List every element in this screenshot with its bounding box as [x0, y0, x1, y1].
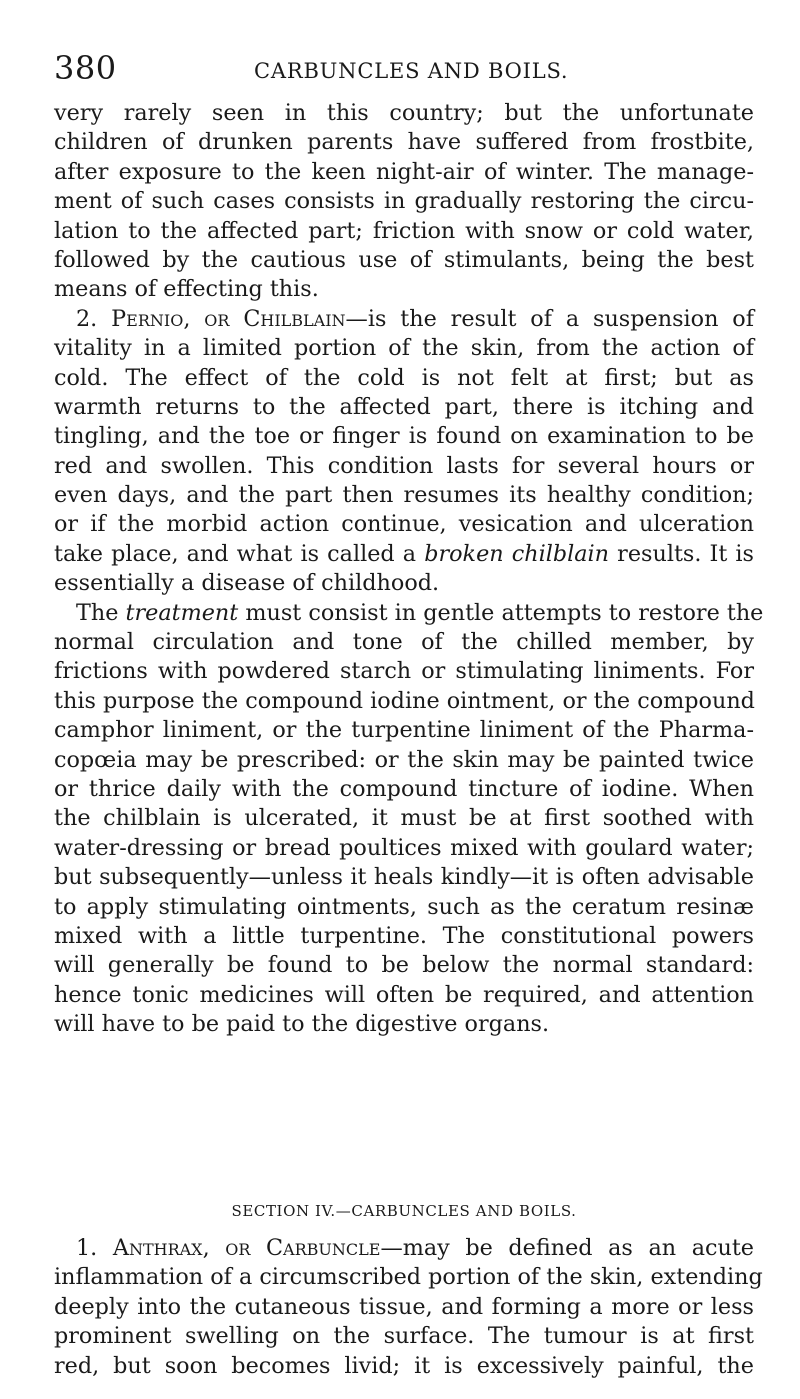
anthrax-paragraph-start [54, 1234, 754, 1263]
text-line: deeply into the cutaneous tissue, and forming a more or less [54, 1293, 754, 1320]
italic-term: broken chilblain [424, 540, 610, 567]
text-line: vitality in a limited portion of the skin, from the action of [54, 335, 754, 362]
treatment-paragraph-start [54, 599, 764, 628]
text-line: very rarely seen in this country; but the unfortunate [54, 100, 754, 126]
broken-chilblain-line [54, 540, 754, 569]
anthrax-heading: 1. Anthrax, or Carbuncle [76, 1235, 381, 1261]
text-line: children of drunken parents have suffered from frostbite, [54, 129, 754, 156]
text-line: even days, and the part then resumes its healthy condition; [54, 482, 754, 509]
pernio-heading: 2. Pernio, or Chilblain [76, 305, 346, 332]
anthrax-first-line-rest: —may be defined as an acute [380, 1235, 754, 1261]
running-head [54, 48, 754, 88]
body-text [54, 99, 764, 1040]
text-line: inflammation of a circumscribed portion of the skin, extending [54, 1264, 763, 1291]
text-line: lation to the affected part; friction with snow or cold water, [54, 217, 754, 244]
text-line: frictions with powdered starch or stimulating liniments. For [54, 658, 754, 685]
text-line: normal circulation and tone of the chilled member, by [54, 629, 754, 656]
text-line: red, but soon becomes livid; it is excessively painful, the [54, 1352, 754, 1379]
text-line: but subsequently—unless it heals kindly—it is often advisable [54, 864, 754, 891]
text-fragment: The [76, 599, 126, 626]
text-line: tingling, and the toe or finger is found on examination to be [54, 423, 754, 450]
section-heading: SECTION IV.—CARBUNCLES AND BOILS. [231, 1202, 577, 1220]
text-line: essentially a disease of childhood. [54, 570, 440, 597]
running-title: CARBUNCLES AND BOILS. [254, 59, 569, 83]
text-fragment: take place, and what is called a [54, 540, 425, 567]
text-line: red and swollen. This condition lasts for several hours or [54, 452, 754, 479]
text-fragment: results. It is [609, 540, 754, 567]
text-line: warmth returns to the affected part, there is itching and [54, 393, 754, 420]
text-line: means of effecting this. [54, 276, 319, 303]
text-line: this purpose the compound iodine ointment, or the compound [54, 687, 755, 714]
text-line: or thrice daily with the compound tincture of iodine. When [54, 775, 754, 802]
italic-term: treatment [125, 599, 239, 626]
page-number: 380 [54, 49, 117, 87]
text-line: the chilblain is ulcerated, it must be at first soothed with [54, 805, 754, 832]
text-line: to apply stimulating ointments, such as the ceratum resinæ [54, 893, 754, 920]
text-line: followed by the cautious use of stimulants, being the best [54, 246, 754, 273]
text-line: water-dressing or bread poultices mixed with goulard water; [54, 834, 754, 861]
text-line: copœia may be prescribed: or the skin may be painted twice [54, 746, 754, 773]
text-line: camphor liniment, or the turpentine liniment of the Pharma- [54, 717, 754, 744]
text-line: will generally be found to be below the normal standard: [54, 952, 754, 979]
text-line: mixed with a little turpentine. The constitutional powers [54, 922, 754, 949]
pernio-paragraph-start [54, 305, 754, 334]
anthrax-text [54, 1234, 763, 1381]
text-line: cold. The effect of the cold is not felt at first; but as [54, 364, 754, 391]
text-line: or if the morbid action continue, vesication and ulceration [54, 511, 754, 538]
text-line: prominent swelling on the surface. The tumour is at first [54, 1323, 754, 1350]
text-line: will have to be paid to the digestive organs. [54, 1011, 550, 1038]
text-line: hence tonic medicines will often be required, and attention [54, 981, 754, 1008]
text-fragment: must consist in gentle attempts to restore the [238, 599, 764, 626]
pernio-first-line-rest: —is the result of a suspension of [345, 305, 754, 332]
text-line: after exposure to the keen night-air of winter. The manage- [54, 158, 754, 185]
text-line: ment of such cases consists in gradually restoring the circu- [54, 188, 754, 215]
